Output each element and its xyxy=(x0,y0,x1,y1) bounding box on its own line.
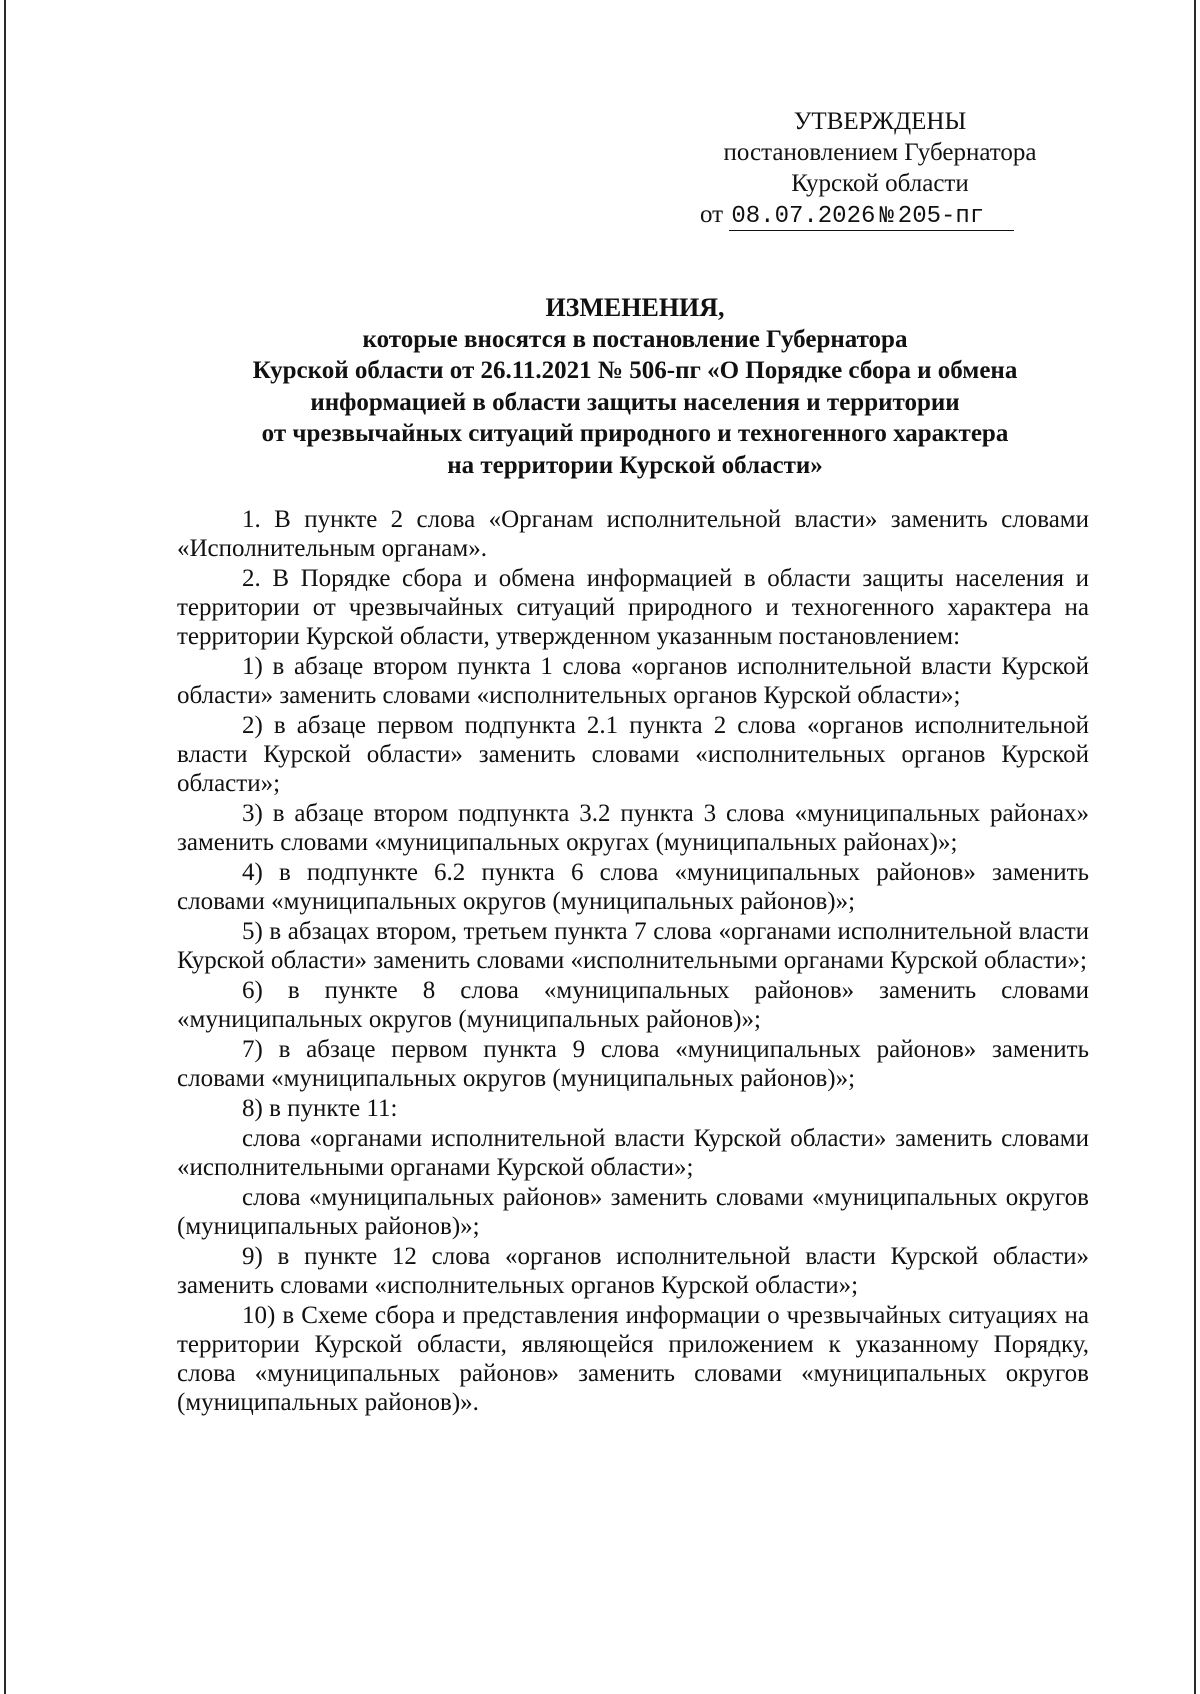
heading-line-5: на территории Курской области» xyxy=(447,451,823,479)
approval-number-sign: № xyxy=(879,203,894,230)
scan-edge-left xyxy=(4,0,6,1694)
document-title: ИЗМЕНЕНИЯ, xyxy=(545,293,725,322)
document-body xyxy=(177,505,1089,1418)
paragraph-5: 3) в абзаце втором подпункта 3.2 пункта 3 слова «муниципальных районах» заменить словами «муниципальных округах (муниципальных районах)»; xyxy=(177,800,1089,856)
paragraph-3: 1) в абзаце втором пункта 1 слова «органов исполнительной власти Курской области» заменить словами «исполнительных органов Курской области»; xyxy=(177,653,1089,709)
paragraph-9: 7) в абзаце первом пункта 9 слова «муниципальных районов» заменить словами «муниципальных округов (муниципальных районов)»; xyxy=(177,1036,1089,1092)
paragraph-11: слова «органами исполнительной власти Курской области» заменить словами «исполнительными органами Курской области»; xyxy=(177,1125,1089,1181)
approval-date: 08.07.2026 xyxy=(731,203,876,230)
heading-line-2: Курской области от 26.11.2021 № 506-пг «О Порядке сбора и обмена xyxy=(252,357,1018,384)
document-heading xyxy=(180,292,1090,481)
approval-number: 205-пг xyxy=(896,203,1014,231)
approval-date-prefix: от xyxy=(700,201,724,228)
heading-line-1: которые вносятся в постановление Губернатора xyxy=(362,325,908,353)
approval-line-2: Курской области xyxy=(791,170,969,197)
paragraph-12: слова «муниципальных районов» заменить словами «муниципальных округов (муниципальных районов)»; xyxy=(177,1184,1089,1240)
paragraph-13: 9) в пункте 12 слова «органов исполнительной власти Курской области» заменить словами «исполнительных органов Курской области»; xyxy=(177,1243,1089,1299)
paragraph-1: 1. В пункте 2 слова «Органам исполнительной власти» заменить словами «Исполнительным органам». xyxy=(177,506,1089,562)
paragraph-10: 8) в пункте 11: xyxy=(242,1095,398,1122)
heading-line-3: информацией в области защиты населения и территории xyxy=(310,388,960,416)
heading-line-4: от чрезвычайных ситуаций природного и техногенного характера xyxy=(261,420,1009,447)
approval-line-1: постановлением Губернатора xyxy=(723,139,1037,166)
paragraph-8: 6) в пункте 8 слова «муниципальных районов» заменить словами «муниципальных округов (муниципальных районов)»; xyxy=(177,977,1089,1033)
scan-edge-right xyxy=(1194,0,1196,1694)
paragraph-14: 10) в Схеме сбора и представления информации о чрезвычайных ситуациях на территории Курской области, являющейся приложением к указанному Порядку, слова «муниципальных районов» заменить словами «муниципальных округов (муниципальных районов)». xyxy=(177,1302,1089,1416)
approval-title: УТВЕРЖДЕНЫ xyxy=(793,108,967,135)
approval-date-row xyxy=(690,199,1070,232)
approval-stamp-block xyxy=(690,106,1070,232)
paragraph-2: 2. В Порядке сбора и обмена информацией в области защиты населения и территории от чрезвычайных ситуаций природного и техногенного характера на территории Курской области, утвержденном указанным постановлением: xyxy=(177,565,1089,650)
paragraph-4: 2) в абзаце первом подпункта 2.1 пункта 2 слова «органов исполнительной власти Курской области» заменить словами «исполнительных органов Курской области»; xyxy=(177,712,1089,797)
paragraph-7: 5) в абзацах втором, третьем пункта 7 слова «органами исполнительной власти Курской области» заменить словами «исполнительными органами Курской области»; xyxy=(177,918,1089,974)
paragraph-6: 4) в подпункте 6.2 пункта 6 слова «муниципальных районов» заменить словами «муниципальных округов (муниципальных районов)»; xyxy=(177,859,1089,915)
